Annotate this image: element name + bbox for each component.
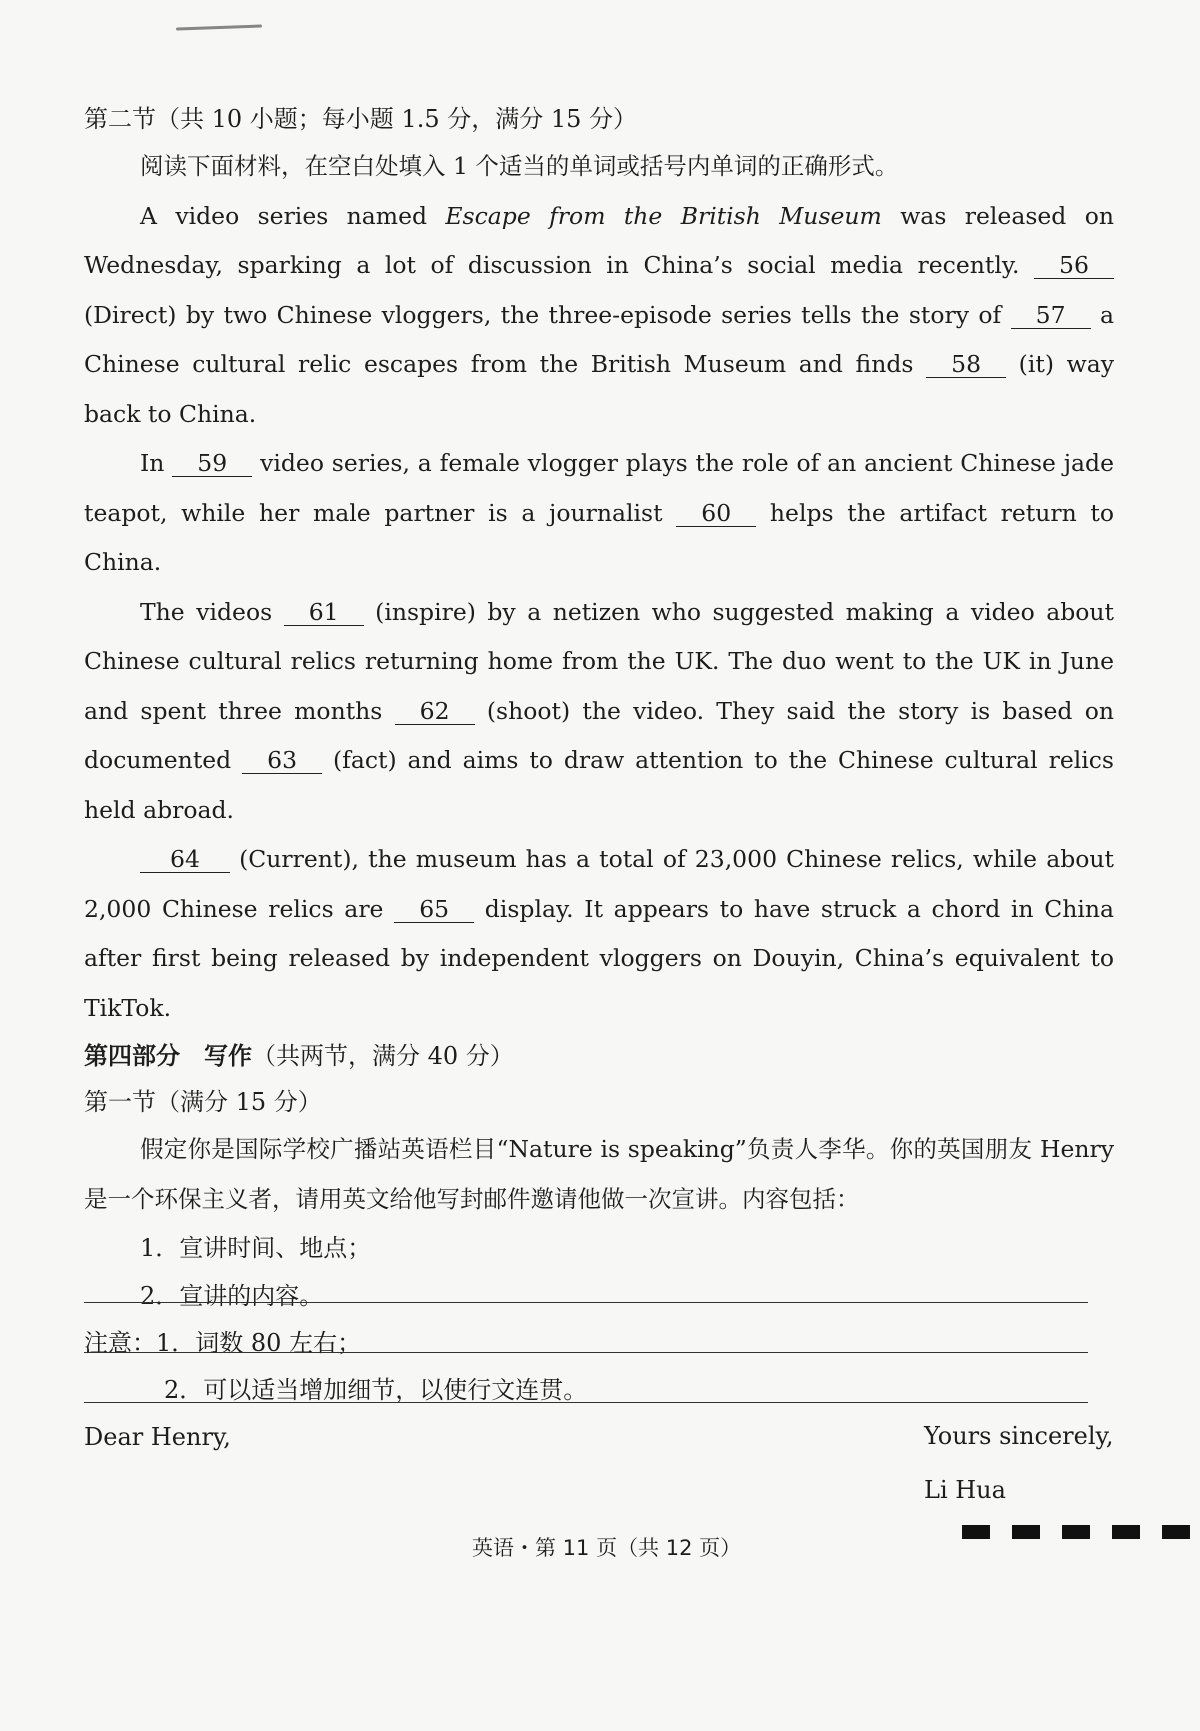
- letter-closing: Yours sincerely,: [924, 1422, 1114, 1450]
- text-run: a Chinese cultural relic escapes from the British Museum and finds: [84, 300, 1114, 378]
- section2-instruction: 阅读下面材料，在空白处填入 1 个适当的单词或括号内单词的正确形式。: [140, 152, 899, 180]
- passage-paragraph-4: [84, 835, 1114, 1033]
- text-run: (Direct) by two Chinese vloggers, the three-episode series tells the story of: [84, 300, 1011, 329]
- section2-title: 第二节: [84, 105, 156, 133]
- text-run: (shoot) the video. They said the story is based on documented: [84, 696, 1114, 774]
- alignment-mark: [962, 1525, 990, 1539]
- section2-score-note: （共 10 小题；每小题 1.5 分，满分 15 分）: [156, 105, 638, 133]
- passage-paragraph-2: [84, 439, 1114, 588]
- blank-59[interactable]: 59: [172, 450, 252, 477]
- note-2: 2．可以适当增加细节，以使行文连贯。: [164, 1376, 588, 1404]
- part4-score-note: （共两节，满分 40 分）: [252, 1042, 514, 1070]
- blank-57[interactable]: 57: [1011, 302, 1091, 329]
- text-run: video series, a female vlogger plays the role of an ancient Chinese jade teapot, while her male partner is a journalist: [84, 449, 1114, 527]
- note-1: 注意：1．词数 80 左右；: [84, 1329, 362, 1357]
- blank-60[interactable]: 60: [676, 500, 756, 527]
- requirement-1: 1．宣讲时间、地点；: [140, 1234, 372, 1262]
- page-footer: 英语・第 11 页（共 12 页）: [472, 1536, 742, 1560]
- text-run: (it) way back to China.: [84, 350, 1114, 428]
- page-content: [84, 96, 1114, 1460]
- blank-63[interactable]: 63: [242, 747, 322, 774]
- blank-64[interactable]: 64: [140, 846, 230, 873]
- text-run: display. It appears to have struck a chord in China after first being released by independent vloggers on Douyin, China’s equivalent to TikTok.: [84, 894, 1115, 1022]
- passage-paragraph-1: [84, 192, 1114, 440]
- text-run: (Current), the museum has a total of 23,000 Chinese relics, while about 2,000 Chinese relics are: [84, 845, 1114, 923]
- alignment-mark: [1112, 1525, 1140, 1539]
- answer-line-2[interactable]: [84, 1352, 1088, 1353]
- alignment-mark: [1062, 1525, 1090, 1539]
- alignment-mark: [1012, 1525, 1040, 1539]
- blank-58[interactable]: 58: [926, 351, 1006, 378]
- scan-mark: [176, 25, 262, 31]
- blank-62[interactable]: 62: [395, 698, 475, 725]
- scan-alignment-marks: [962, 1525, 1190, 1539]
- answer-line-3[interactable]: [84, 1402, 1088, 1403]
- writing-section1-heading: 第一节（满分 15 分）: [84, 1088, 322, 1116]
- video-title: Escape from the British Museum: [445, 201, 882, 230]
- text-run: In: [140, 449, 173, 477]
- text-run: A video series named: [140, 201, 446, 230]
- writing-prompt: 假定你是国际学校广播站英语栏目“Nature is speaking”负责人李华。你的英国朋友 Henry 是一个环保主义者，请用英文给他写封邮件邀请他做一次宣讲。内容包括：: [84, 1135, 1114, 1213]
- alignment-mark: [1162, 1525, 1190, 1539]
- part4-title: 第四部分 写作: [84, 1041, 252, 1070]
- text-run: (fact) and aims to draw attention to the Chinese cultural relics held abroad.: [84, 746, 1114, 824]
- text-run: The videos: [140, 597, 284, 626]
- text-run: helps the artifact return to China.: [84, 498, 1114, 576]
- section2-heading: [84, 96, 1114, 142]
- text-run: (inspire) by a netizen who suggested making a video about Chinese cultural relics returning home from the UK. The duo went to the UK in June and spent three months: [84, 597, 1115, 725]
- text-run: was released on Wednesday, sparking a lot of discussion in China’s social media recently.: [84, 201, 1114, 279]
- part4-heading: [84, 1033, 1114, 1079]
- passage-paragraph-3: [84, 588, 1114, 836]
- blank-65[interactable]: 65: [394, 896, 474, 923]
- letter-signature: Li Hua: [924, 1476, 1006, 1504]
- blank-56[interactable]: 56: [1034, 252, 1114, 279]
- blank-61[interactable]: 61: [284, 599, 364, 626]
- requirement-2: 2．宣讲的内容。: [140, 1282, 324, 1310]
- letter-salutation: Dear Henry,: [84, 1423, 231, 1451]
- answer-line-1[interactable]: [84, 1302, 1088, 1303]
